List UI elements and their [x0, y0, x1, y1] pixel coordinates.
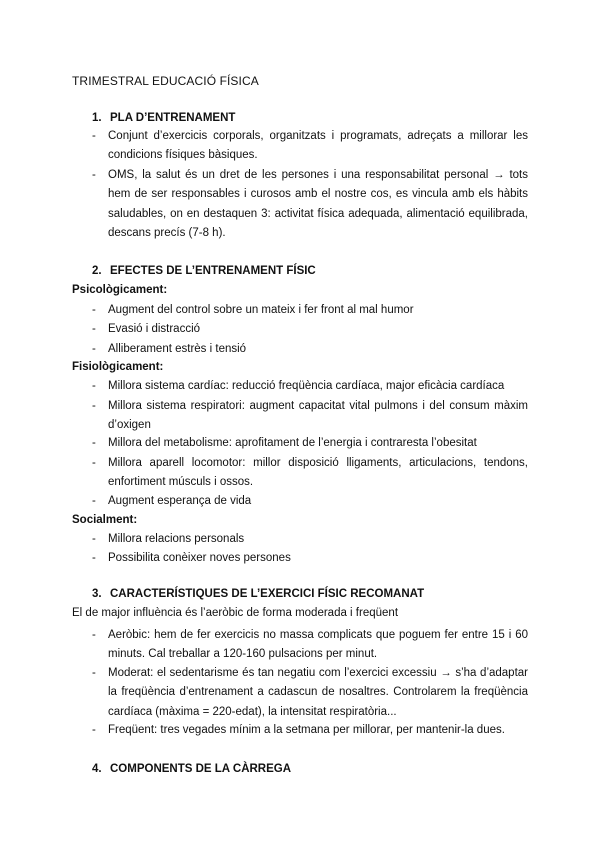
- list-item: - Augment del control sobre un mateix i fer front al mal humor: [92, 304, 414, 316]
- subsection-label: Socialment:: [72, 514, 138, 526]
- list-item: - Possibilita conèixer noves persones: [92, 552, 291, 564]
- list-item: - Conjunt d’exercicis corporals, organitzats i programats, adreçats a millorar les condicions físiques bàsiques.: [92, 130, 528, 162]
- section-heading-3: [92, 588, 424, 600]
- list-item: - Aeròbic: hem de fer exercicis no massa complicats que poguem fer entre 15 i 60 minuts. Cal treballar a 120-160 pulsacions per minut.: [92, 629, 528, 661]
- list-item: - Moderat: el sedentarisme és tan negatiu com l’exercici excessiu → s’ha d’adaptar la freqüència d’entrenament a cadascun de nosaltres. Controlarem la freqüència cardíaca (màxima = 220-edat), la intensitat respiratòria...: [92, 667, 528, 718]
- document-title: TRIMESTRAL EDUCACIÓ FÍSICA: [72, 74, 259, 88]
- list-item: - Augment esperança de vida: [92, 495, 252, 507]
- list-item: - Millora del metabolisme: aprofitament de l’energia i contraresta l’obesitat: [92, 437, 477, 449]
- list-item: - Freqüent: tres vegades mínim a la setmana per millorar, per mantenir-la dues.: [92, 724, 505, 736]
- section-title: CARACTERÍSTIQUES DE L’EXERCICI FÍSIC RECOMANAT: [110, 588, 425, 600]
- section-number: 2.: [92, 265, 102, 277]
- section-title: COMPONENTS DE LA CÀRREGA: [110, 763, 292, 775]
- list-item: - Millora sistema cardíac: reducció freqüència cardíaca, major eficàcia cardíaca: [92, 380, 505, 392]
- list-item: - Evasió i distracció: [92, 323, 201, 335]
- list-item: - Millora sistema respiratori: augment capacitat vital pulmons i del consum màxim d’oxigen: [92, 400, 528, 432]
- list-item: - Millora aparell locomotor: millor disposició lligaments, articulacions, tendons, enfortiment músculs i ossos.: [92, 457, 528, 489]
- list-item: - Millora relacions personals: [92, 533, 245, 545]
- list-item: - Alliberament estrès i tensió: [92, 343, 247, 355]
- section-number: 1.: [92, 112, 102, 124]
- subsection-label: Fisiològicament:: [72, 361, 164, 373]
- section-heading-1: [92, 112, 235, 124]
- section-number: 4.: [92, 763, 102, 775]
- section-intro: El de major influència és l’aeròbic de forma moderada i freqüent: [72, 607, 399, 619]
- section-number: 3.: [92, 588, 102, 600]
- section-title: EFECTES DE L’ENTRENAMENT FÍSIC: [110, 265, 316, 277]
- section-heading-2: [92, 265, 316, 277]
- section-title: PLA D’ENTRENAMENT: [110, 112, 236, 124]
- section-heading-4: [92, 763, 291, 775]
- subsection-label: Psicològicament:: [72, 284, 168, 296]
- list-item: - OMS, la salut és un dret de les persones i una responsabilitat personal → tots hem de ser responsables i curosos amb el nostre cos, es vincula amb els hàbits saludables, on en destaquen 3: activitat física adequada, alimentació equilibrada, descans precís (7-8 h).: [92, 169, 528, 240]
